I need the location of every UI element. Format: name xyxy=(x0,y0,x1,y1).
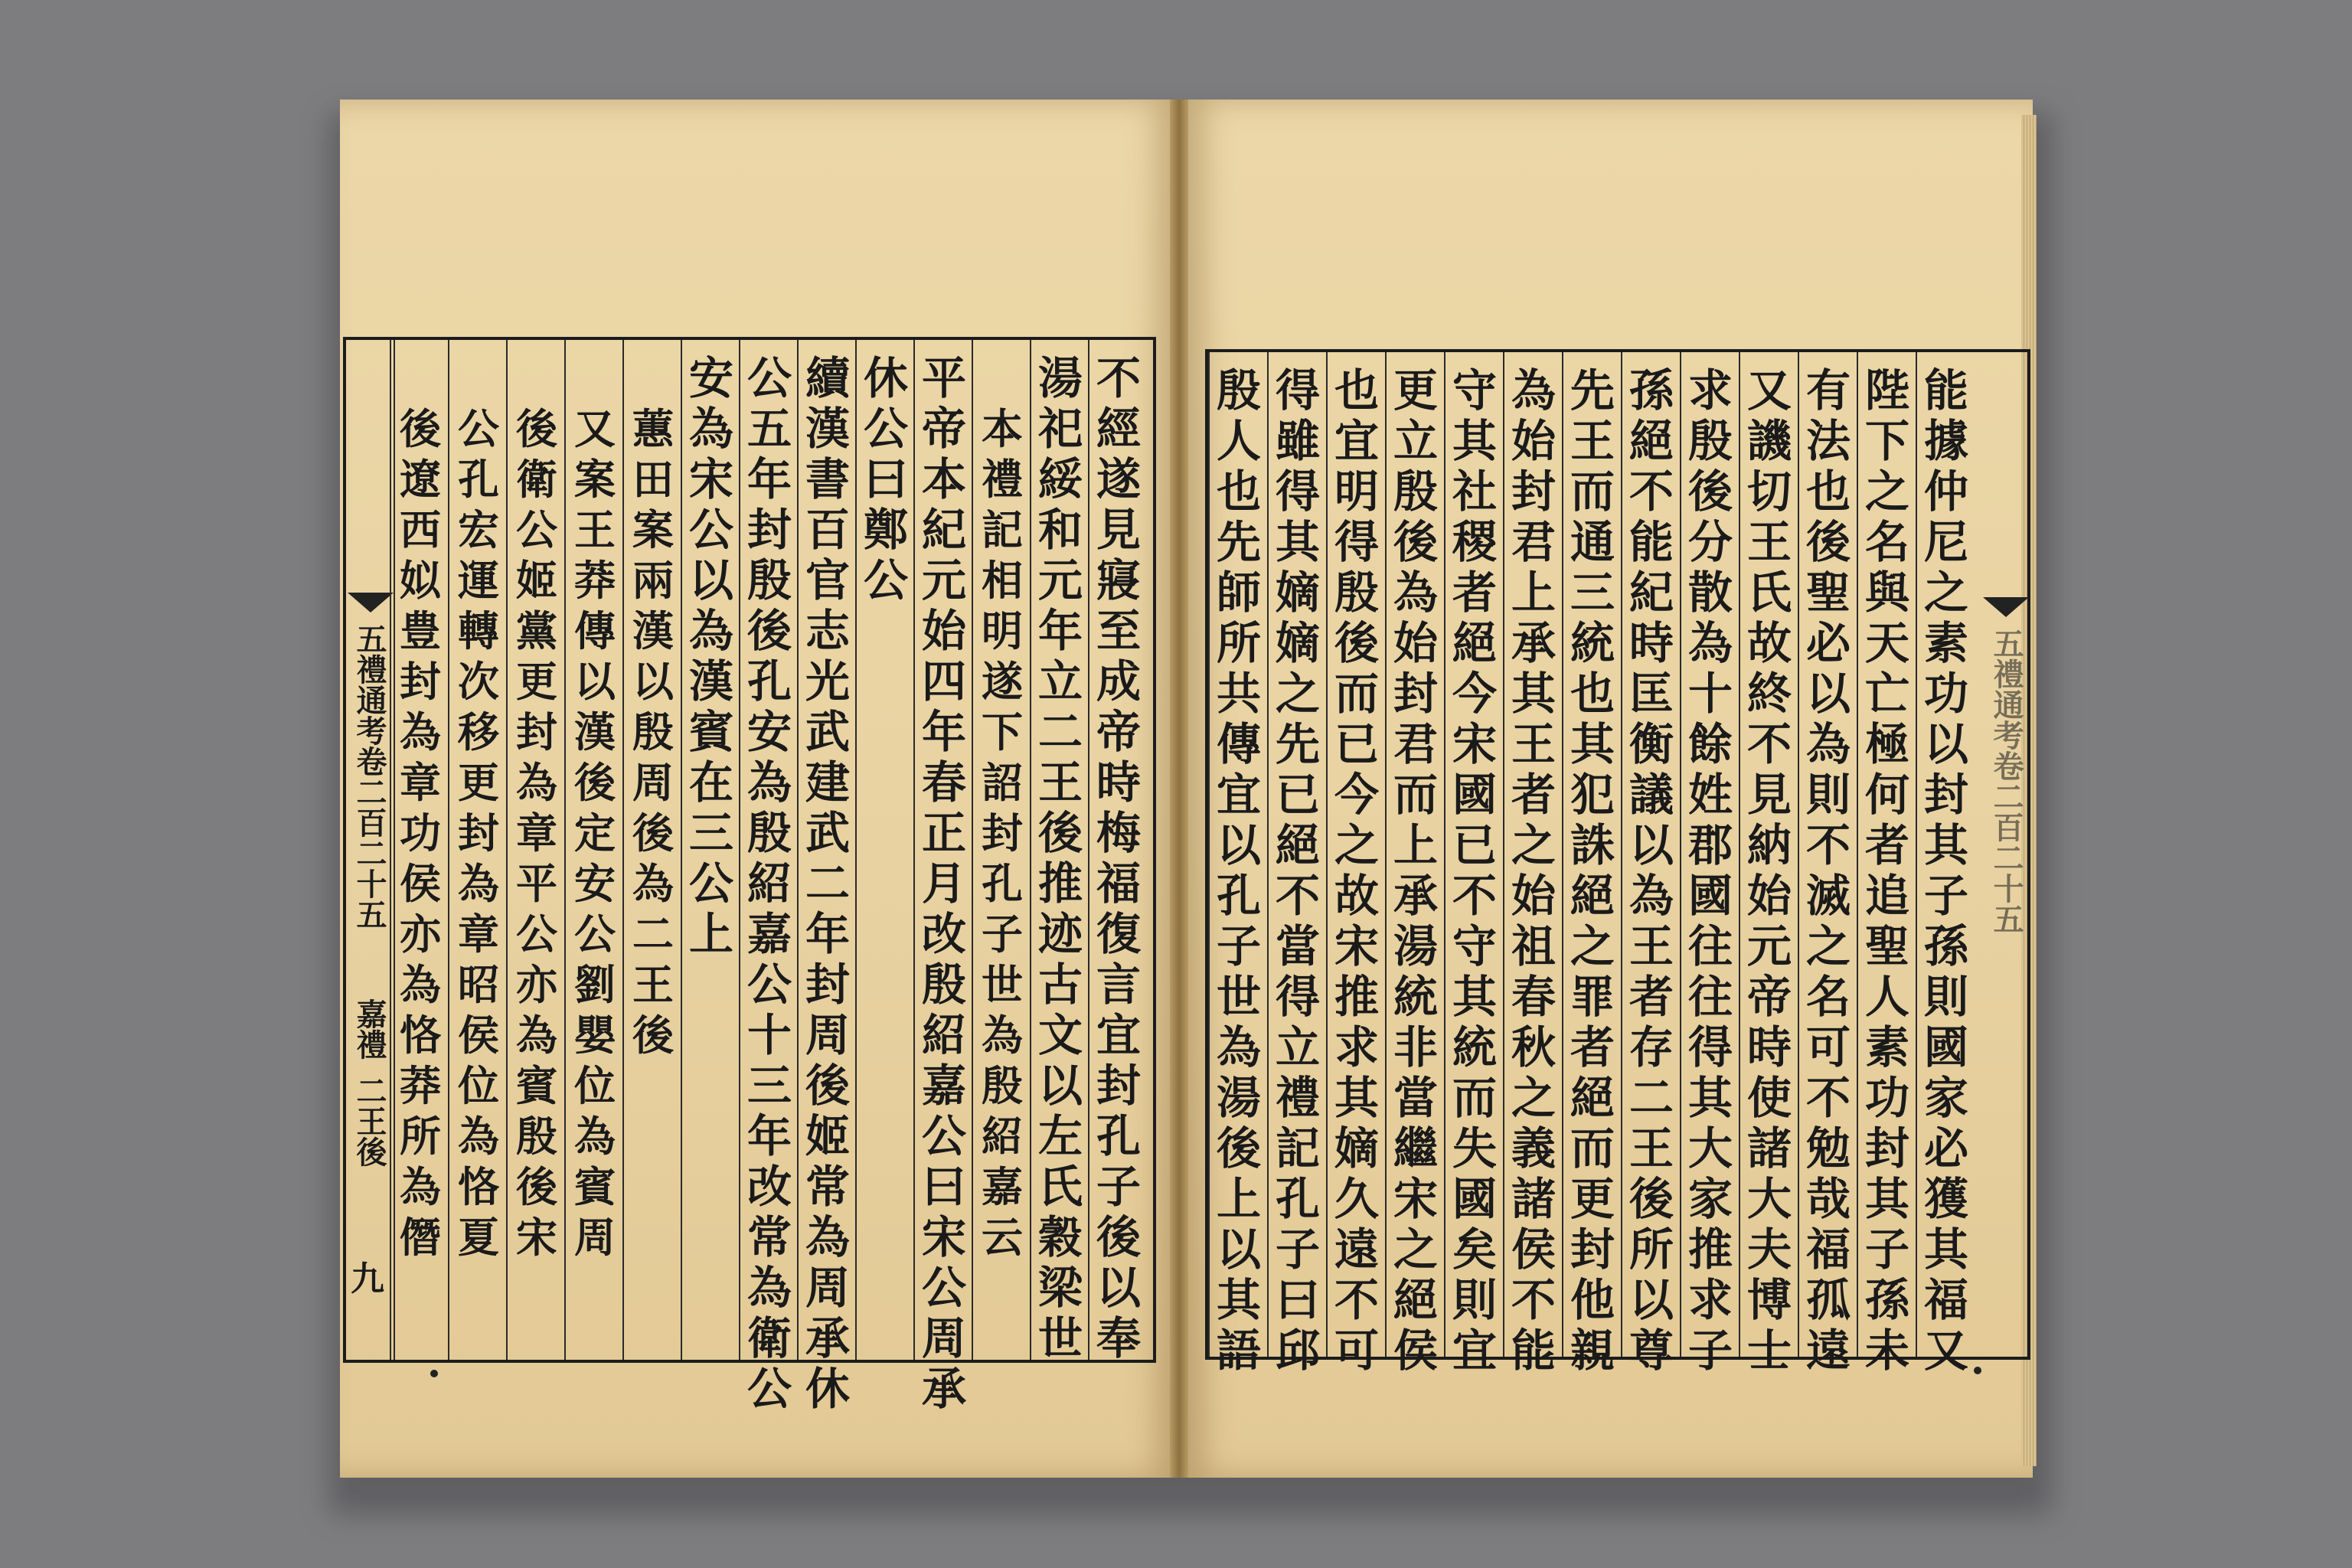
text-column: 先 王 而 通 三 統 也 其 犯 誅 絕 之 罪 者 絕 而 更 封 他 親 xyxy=(1570,364,1615,1377)
column-rule xyxy=(506,340,508,1360)
text-column: 湯 祀 綏 和 元 年 立 二 王 後 推 迹 古 文 以 左 氏 穀 梁 世 xyxy=(1037,352,1083,1364)
left-text-frame xyxy=(343,337,1156,1415)
text-column: 能 據 仲 尼 之 素 功 以 封 其 子 孫 則 國 家 必 獲 其 福 又 xyxy=(1923,364,1968,1377)
left-page-number: 九 xyxy=(351,1259,384,1298)
fishtail-mark-icon xyxy=(348,593,394,612)
right-text-frame xyxy=(1205,349,2030,1377)
text-column: 本 禮 記 相 明 遂 下 詔 封 孔 子 世 為 殷 紹 嘉 云 xyxy=(982,404,1023,1262)
text-column: 又 譏 切 王 氏 故 終 不 見 納 始 元 帝 時 使 諸 大 夫 博 士 xyxy=(1746,364,1792,1377)
left-fold-topic: 二王後 xyxy=(351,1075,387,1167)
column-rule xyxy=(1562,352,1563,1357)
book-gutter xyxy=(1170,100,1188,1478)
right-fold-title: 五禮通考卷二百二十五 xyxy=(1988,628,2024,934)
column-rule xyxy=(1621,352,1622,1357)
column-rule xyxy=(1030,340,1031,1360)
text-column: 為 始 封 君 上 承 其 王 者 之 始 祖 春 秋 之 義 諸 侯 不 能 xyxy=(1511,364,1556,1377)
column-rule xyxy=(1857,352,1858,1357)
text-column: 後 遼 西 姒 豊 封 為 章 功 侯 亦 為 恪 莽 所 為 僭 xyxy=(400,404,441,1262)
text-column: 得 雖 得 其 嫡 嫡 之 先 已 絕 不 當 得 立 禮 記 孔 子 曰 邱 xyxy=(1275,364,1320,1377)
text-column: 休 公 曰 鄭 公 xyxy=(863,352,908,606)
text-column: 有 法 也 後 聖 必 以 為 則 不 滅 之 名 可 不 勉 哉 福 孤 遠 xyxy=(1805,364,1851,1377)
text-column: 安 為 宋 公 以 為 漢 賓 在 三 公 上 xyxy=(688,352,733,960)
column-rule xyxy=(739,340,740,1360)
text-column: 也 宜 明 得 殷 後 而 已 今 之 故 宋 推 求 其 嫡 久 遠 不 可 xyxy=(1334,364,1379,1377)
ink-dot xyxy=(430,1370,438,1377)
column-rule xyxy=(913,340,915,1360)
text-column: 求 殷 後 分 散 為 十 餘 姓 郡 國 往 往 得 其 大 家 推 求 子 xyxy=(1687,364,1733,1377)
text-column: 續 漢 書 百 官 志 光 武 建 武 二 年 封 周 後 姬 常 為 周 承 休 xyxy=(805,352,850,1415)
column-rule xyxy=(1680,352,1681,1357)
left-fold-section: 嘉禮 xyxy=(351,998,387,1060)
column-rule xyxy=(448,340,449,1360)
column-rule xyxy=(1326,352,1328,1357)
column-rule xyxy=(972,340,973,1360)
column-rule xyxy=(622,340,624,1360)
column-rule xyxy=(1267,352,1269,1357)
text-column: 公 孔 宏 運 轉 次 移 更 封 為 章 昭 侯 位 為 恪 夏 xyxy=(458,404,499,1262)
column-rule xyxy=(1444,352,1446,1357)
column-rule xyxy=(1739,352,1740,1357)
text-column: 殷 人 也 先 師 所 共 傳 宜 以 孔 子 世 為 湯 後 上 以 其 語 xyxy=(1216,364,1261,1377)
text-column: 後 衛 公 姬 黨 更 封 為 章 平 公 亦 為 賓 殷 後 宋 xyxy=(516,404,557,1262)
column-rule xyxy=(1088,340,1089,1360)
text-column: 公 五 年 封 殷 後 孔 安 為 殷 紹 嘉 公 十 三 年 改 常 為 衛 公 xyxy=(746,352,792,1415)
column-rule xyxy=(1208,352,1210,1357)
column-rule xyxy=(797,340,799,1360)
column-rule xyxy=(681,340,682,1360)
right-fold-strip xyxy=(1981,352,2027,1357)
text-column: 平 帝 本 紀 元 始 四 年 春 正 月 改 殷 紹 嘉 公 曰 宋 公 周 承 xyxy=(921,352,966,1415)
column-rule xyxy=(564,340,566,1360)
column-rule xyxy=(1916,352,1917,1357)
text-column: 守 其 社 稷 者 絕 今 宋 國 已 不 守 其 統 而 失 國 矣 則 宜 xyxy=(1452,364,1497,1377)
text-column: 孫 絕 不 能 紀 時 匡 衡 議 以 為 王 者 存 二 王 後 所 以 尊 xyxy=(1628,364,1674,1377)
column-rule xyxy=(1385,352,1387,1357)
column-rule xyxy=(1503,352,1504,1357)
text-column: 又 案 王 莽 傳 以 漢 後 定 安 公 劉 嬰 位 為 賓 周 xyxy=(574,404,616,1262)
text-column: 陛 下 之 名 與 天 亡 極 何 者 追 聖 人 素 功 封 其 子 孫 未 xyxy=(1864,364,1909,1377)
left-fold-strip xyxy=(346,340,392,1360)
text-column: 不 經 遂 見 寢 至 成 帝 時 梅 福 復 言 宜 封 孔 子 後 以 奉 xyxy=(1096,352,1141,1364)
ink-dot xyxy=(1974,1367,1981,1374)
left-fold-title: 五禮通考卷二百二十五 xyxy=(351,623,387,929)
text-column: 蕙 田 案 兩 漢 以 殷 周 後 為 二 王 後 xyxy=(632,404,674,1060)
text-column: 更 立 殷 後 為 始 封 君 而 上 承 湯 統 非 當 繼 宋 之 絕 侯 xyxy=(1393,364,1438,1377)
fishtail-mark-icon xyxy=(1983,597,2029,617)
column-rule xyxy=(390,340,391,1360)
column-rule xyxy=(855,340,857,1360)
column-rule xyxy=(1798,352,1799,1357)
